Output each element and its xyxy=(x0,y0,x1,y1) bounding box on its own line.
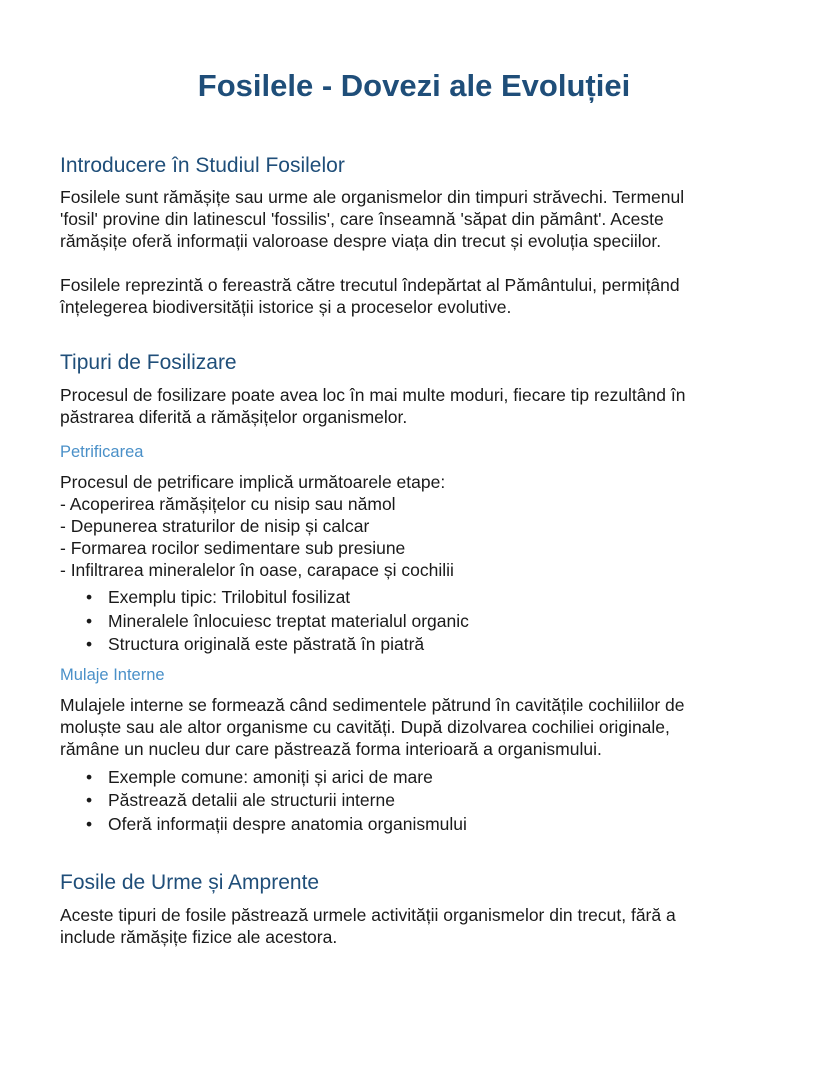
text-line: rămâne un nucleu dur care păstrează forma interioară a organismului. xyxy=(60,738,602,759)
text-line: include rămășițe fizice ale acestora. xyxy=(60,927,338,947)
bullet-icon: • xyxy=(86,587,93,607)
text-line: - Depunerea straturilor de nisip și calcar xyxy=(60,516,370,536)
list-item-text: Exemplu tipic: Trilobitul fosilizat xyxy=(108,587,351,607)
page-title: Fosilele - Dovezi ale Evoluției xyxy=(197,68,631,103)
list-item xyxy=(86,813,768,837)
petrificare-steps xyxy=(60,471,768,581)
section-heading-tipuri-fosilizare: Tipuri de Fosilizare xyxy=(60,351,237,374)
list-item xyxy=(86,633,768,657)
bullet-icon: • xyxy=(86,790,93,810)
list-item xyxy=(86,610,768,634)
text-line: - Acoperirea rămășițelor cu nisip sau nămol xyxy=(60,494,396,514)
text-line: înțelegerea biodiversității istorice și a proceselor evolutive. xyxy=(60,297,512,317)
intro-paragraph-1 xyxy=(60,186,768,252)
text-line: Fosilele sunt rămășițe sau urme ale organismelor din timpuri străvechi. Termenul xyxy=(60,187,685,207)
list-item xyxy=(86,586,768,610)
bullet-icon: • xyxy=(86,610,93,631)
text-line: moluște sau ale altor organisme cu cavități. După dizolvarea cochiliei originale, xyxy=(60,716,670,737)
list-item-text: Oferă informații despre anatomia organismului xyxy=(108,813,467,834)
text-line: 'fosil' provine din latinescul 'fossilis', care înseamnă 'săpat din pământ'. Aceste xyxy=(60,209,664,229)
text-line: Fosilele reprezintă o fereastră către trecutul îndepărtat al Pământului, permițând xyxy=(60,275,680,295)
list-item-text: Mineralele înlocuiesc treptat materialul organic xyxy=(108,610,469,631)
fosilizare-paragraph xyxy=(60,384,768,428)
text-line: rămășițe oferă informații valoroase despre viața din trecut și evoluția speciilor. xyxy=(60,231,662,251)
text-line: Procesul de petrificare implică următoarele etape: xyxy=(60,472,446,492)
text-line: păstrarea diferită a rămășițelor organismelor. xyxy=(60,407,408,427)
text-line: Procesul de fosilizare poate avea loc în mai multe moduri, fiecare tip rezultând în xyxy=(60,385,686,405)
list-item xyxy=(86,789,768,813)
section-heading-urme-amprente: Fosile de Urme și Amprente xyxy=(60,871,320,894)
petrificare-bullet-list xyxy=(60,586,768,657)
subheading-mulaje-interne: Mulaje Interne xyxy=(60,665,165,684)
mulaje-paragraph xyxy=(60,694,768,760)
text-line: - Formarea rocilor sedimentare sub presiune xyxy=(60,538,406,558)
list-item-text: Păstrează detalii ale structurii interne xyxy=(108,790,395,810)
list-item xyxy=(86,766,768,790)
list-item-text: Exemple comune: amoniți și arici de mare xyxy=(108,766,433,787)
text-line: Aceste tipuri de fosile păstrează urmele activității organismelor din trecut, fără a xyxy=(60,905,676,925)
bullet-icon: • xyxy=(86,766,93,787)
intro-paragraph-2 xyxy=(60,274,768,318)
urme-paragraph xyxy=(60,904,768,948)
text-line: - Infiltrarea mineralelor în oase, carapace și cochilii xyxy=(60,560,454,580)
bullet-icon: • xyxy=(86,813,93,834)
text-line: Mulajele interne se formează când sedimentele pătrund în cavitățile cochiliilor de xyxy=(60,694,685,715)
section-heading-introducere: Introducere în Studiul Fosilelor xyxy=(60,154,345,177)
subheading-petrificarea: Petrificarea xyxy=(60,443,144,461)
bullet-icon: • xyxy=(86,634,93,654)
mulaje-bullet-list xyxy=(60,766,768,837)
list-item-text: Structura originală este păstrată în piatră xyxy=(108,634,425,654)
